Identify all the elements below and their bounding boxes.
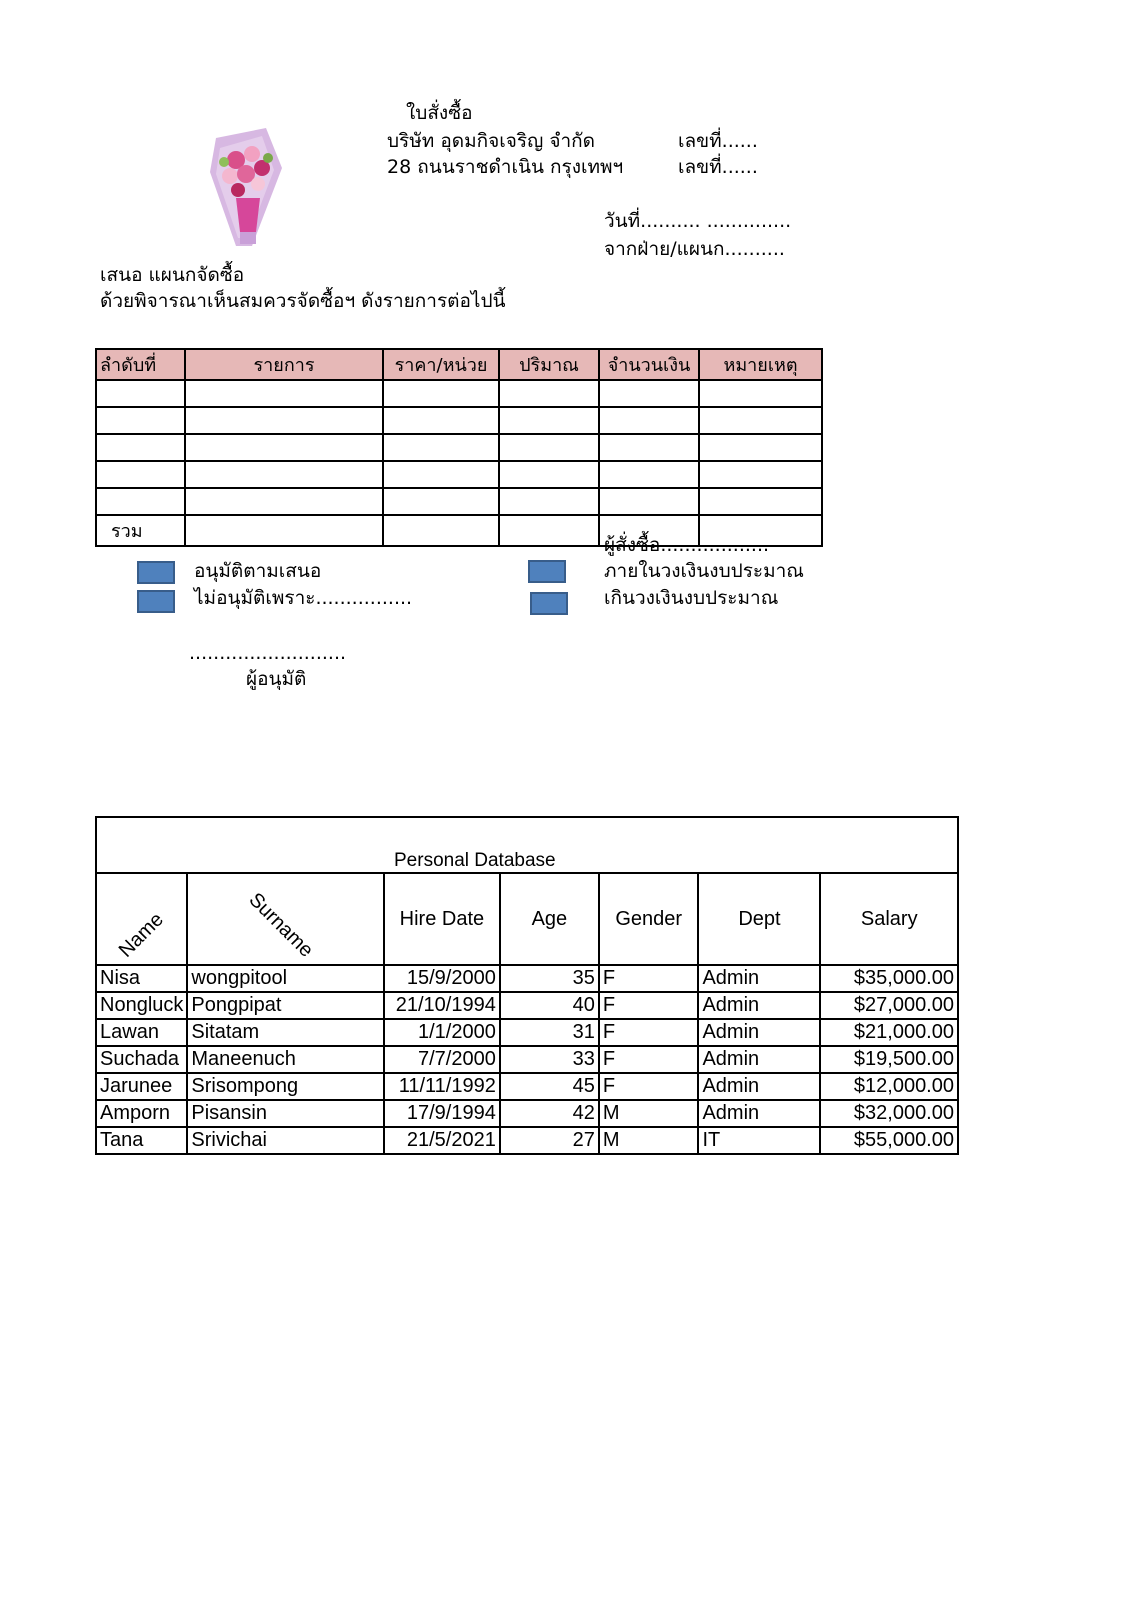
col-header-remarks: หมายเหตุ [699,349,822,380]
cell-gender: M [599,1100,699,1127]
reject-checkbox[interactable] [137,590,175,613]
cell-surname: Maneenuch [187,1046,384,1073]
cell-dept: Admin [698,1100,820,1127]
col-header-gender: Gender [599,873,699,965]
department-field: จากฝ่าย/แผนก.......... [604,238,785,260]
cell-surname: Pisansin [187,1100,384,1127]
cell-dept: Admin [698,1019,820,1046]
order-row[interactable] [96,461,822,488]
order-table [95,348,823,547]
col-header-hire-date: Hire Date [384,873,500,965]
cell-hire-date: 21/10/1994 [384,992,500,1019]
cell-dept: Admin [698,1073,820,1100]
database-title-cell [95,816,959,872]
cell-salary: $19,500.00 [820,1046,958,1073]
approver-signature-line: .......................... [189,642,347,664]
cell-age: 31 [500,1019,599,1046]
total-label: รวม [96,515,185,546]
cell-gender: F [599,1019,699,1046]
buyer-signature-field: ผู้สั่งซื้อ.................. [604,534,770,556]
cell-salary: $55,000.00 [820,1127,958,1154]
cell-gender: F [599,992,699,1019]
table-row [96,1019,958,1046]
number-field-1: เลขที่...... [678,130,758,152]
cell-hire-date: 17/9/1994 [384,1100,500,1127]
cell-salary: $12,000.00 [820,1073,958,1100]
cell-name: Nongluck [96,992,187,1019]
cell-name: Suchada [96,1046,187,1073]
over-budget-label: เกินวงเงินงบประมาณ [604,587,779,609]
col-header-sequence: ลำดับที่ [96,349,185,380]
number-field-2: เลขที่...... [678,156,758,178]
flower-bouquet-image [206,128,290,246]
col-header-quantity: ปริมาณ [499,349,599,380]
within-budget-label: ภายในวงเงินงบประมาณ [604,560,804,582]
order-row[interactable] [96,380,822,407]
company-name: บริษัท อุดมกิจเจริญ จำกัด [387,130,595,152]
col-header-surname-cell [187,873,384,965]
approve-checkbox[interactable] [137,561,175,584]
within-budget-checkbox[interactable] [528,560,566,583]
cell-salary: $32,000.00 [820,1100,958,1127]
cell-surname: Pongpipat [187,992,384,1019]
cell-gender: F [599,1073,699,1100]
col-header-item: รายการ [185,349,383,380]
cell-age: 40 [500,992,599,1019]
order-row[interactable] [96,488,822,515]
col-header-amount: จำนวนเงิน [599,349,699,380]
cell-age: 35 [500,965,599,992]
cell-dept: Admin [698,965,820,992]
cell-salary: $35,000.00 [820,965,958,992]
cell-age: 27 [500,1127,599,1154]
cell-dept: IT [698,1127,820,1154]
cell-gender: M [599,1127,699,1154]
col-header-salary: Salary [820,873,958,965]
col-header-name: Name [114,908,168,962]
cell-name: Lawan [96,1019,187,1046]
cell-name: Amporn [96,1100,187,1127]
order-row[interactable] [96,407,822,434]
cell-age: 33 [500,1046,599,1073]
database-table [95,872,959,1155]
table-row [96,1100,958,1127]
table-row [96,1127,958,1154]
cell-surname: wongpitool [187,965,384,992]
cell-dept: Admin [698,1046,820,1073]
cell-age: 42 [500,1100,599,1127]
approve-label: อนุมัติตามเสนอ [194,560,322,582]
cell-name: Jarunee [96,1073,187,1100]
over-budget-checkbox[interactable] [530,592,568,615]
cell-hire-date: 1/1/2000 [384,1019,500,1046]
cell-name: Tana [96,1127,187,1154]
database-title: Personal Database [394,850,556,871]
database-header-row [96,873,958,965]
cell-salary: $27,000.00 [820,992,958,1019]
cell-surname: Srisompong [187,1073,384,1100]
approver-label: ผู้อนุมัติ [246,668,307,690]
date-field: วันที่.......... .............. [604,210,792,232]
order-row[interactable] [96,434,822,461]
order-table-header [96,349,822,380]
col-header-unit-price: ราคา/หน่วย [383,349,499,380]
col-header-dept: Dept [698,873,820,965]
cell-surname: Sitatam [187,1019,384,1046]
company-address: 28 ถนนราชดำเนิน กรุงเทพฯ [387,156,624,178]
personal-database [95,816,959,1155]
cell-hire-date: 7/7/2000 [384,1046,500,1073]
cell-hire-date: 21/5/2021 [384,1127,500,1154]
table-row [96,1073,958,1100]
reject-label: ไม่อนุมัติเพราะ................ [194,587,413,609]
cell-name: Nisa [96,965,187,992]
proposal-recipient: เสนอ แผนกจัดซื้อ [100,264,245,286]
cell-gender: F [599,1046,699,1073]
cell-hire-date: 15/9/2000 [384,965,500,992]
cell-dept: Admin [698,992,820,1019]
table-row [96,965,958,992]
cell-surname: Srivichai [187,1127,384,1154]
col-header-age: Age [500,873,599,965]
cell-salary: $21,000.00 [820,1019,958,1046]
col-header-surname: Surname [244,888,318,962]
proposal-statement: ด้วยพิจารณาเห็นสมควรจัดซื้อฯ ดังรายการต่อไปนี้ [100,290,506,312]
document-title: ใบสั่งซื้อ [406,102,473,124]
cell-hire-date: 11/11/1992 [384,1073,500,1100]
table-row [96,1046,958,1073]
cell-gender: F [599,965,699,992]
col-header-name-cell [96,873,187,965]
cell-age: 45 [500,1073,599,1100]
table-row [96,992,958,1019]
